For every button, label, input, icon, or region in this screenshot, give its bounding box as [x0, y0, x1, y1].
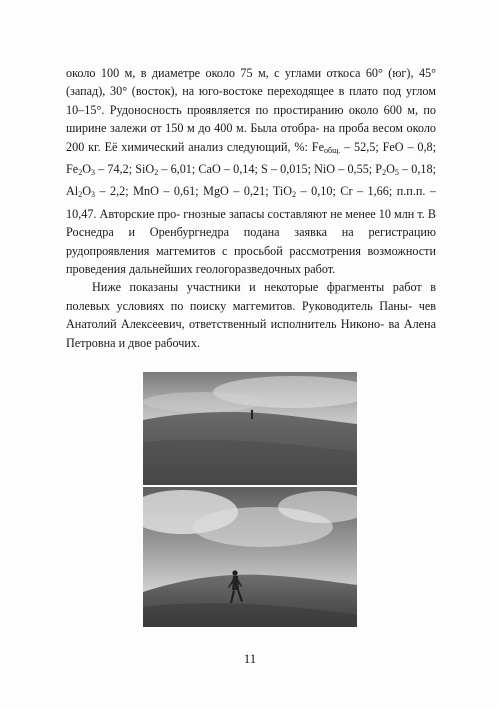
text-line: 45° (запад), 30° (восток), на юго-востоке переходящее в плато — [66, 66, 436, 99]
text-line: полевых условиях по поиску маггемитов. Руководитель Паны- — [66, 298, 413, 313]
photo-image — [143, 487, 357, 627]
text-line: Оренбургнедра подана заявка на регистрацию рудопроявления — [66, 225, 437, 258]
chemical-formula-line: S – 0,015; NiO – 0,55; $P_2O_5 - 0,18$; $Al_2O_3 - 2,2$; MnO – 0,61; — [66, 162, 436, 200]
field-photo-steppe-walking-figure — [143, 487, 357, 627]
page-number: 11 — [243, 651, 257, 666]
chemical-formula-line: MgO – 0,21; TiO$_2$ – 0,10; Cr – 1,66; п.п.п. – 10,47. Авторские про- — [66, 184, 437, 221]
text-line: Ниже показаны участники и некоторые фрагменты работ в — [92, 280, 436, 295]
text-line: дальнейших геологоразведочных работ. — [128, 262, 336, 277]
text-line: гнозные запасы составляют не менее 10 млн т. В Роснедра и — [66, 206, 437, 240]
field-photo-steppe-distant-figure — [143, 372, 357, 485]
text-line: около 100 м, в диаметре около 75 м, с углами откоса 60° (юг), — [66, 66, 414, 80]
text-line: чев Анатолий Алексеевич, ответственный исполнитель Никоно- — [66, 298, 436, 332]
text-line: ва Алена Петровна и двое рабочих. — [66, 317, 436, 350]
text-line: под углом 10–15°. Рудоносность проявляется по простиранию — [66, 84, 436, 117]
body-text — [66, 64, 436, 352]
text-line: около 600 м, по ширине залежи от 150 м до 400 м. Была отобра- — [66, 102, 436, 136]
photo-image — [143, 372, 357, 485]
chemical-formula-line: %: $Fe_{общ.} - 52,5$; FeO – 0,8; $Fe_2O_3 - 74,2$; SiO$_2$ – 6,01; CaO – 0,14; — [66, 139, 437, 178]
text-line: на проба весом около 200 кг. Её химический анализ следующий, — [66, 121, 437, 154]
text-line: маггемитов с просьбой рассмотрения возможности проведения — [66, 243, 437, 277]
paragraph-ore-description — [66, 64, 436, 278]
paragraph-participants — [66, 278, 436, 352]
